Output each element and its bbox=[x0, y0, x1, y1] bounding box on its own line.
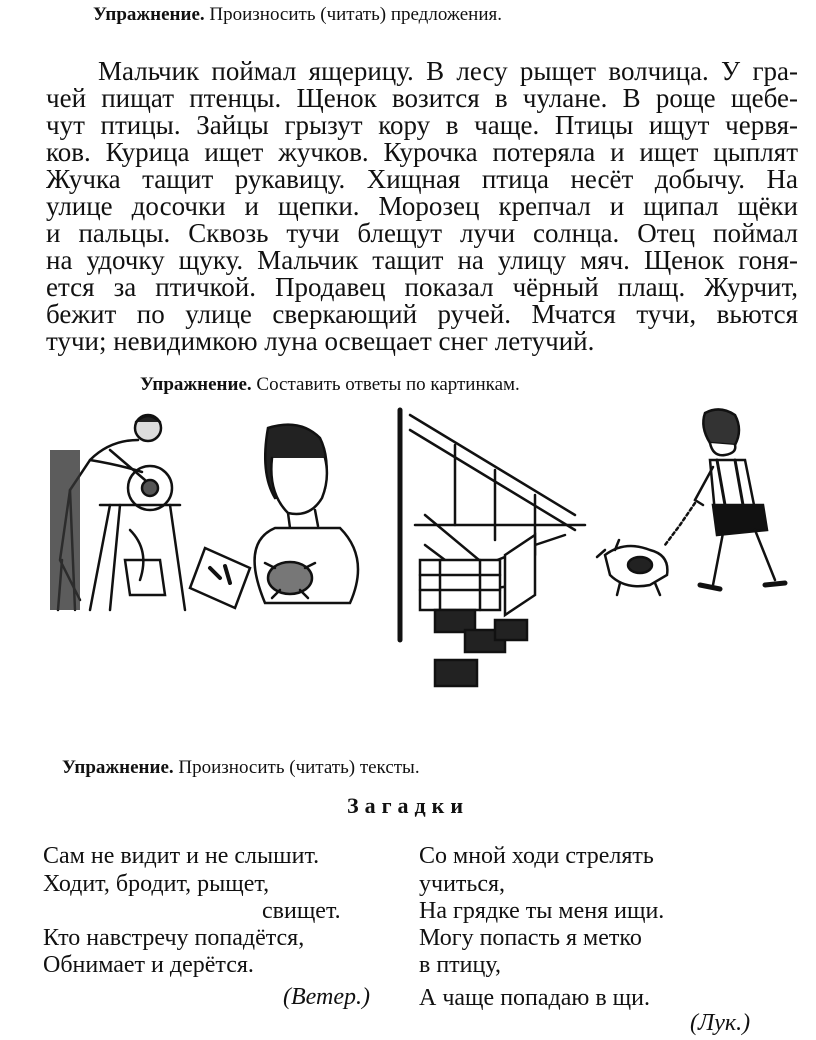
riddle-1-answer: (Ветер.) bbox=[283, 984, 370, 1010]
riddle-2-line: в птицу, bbox=[419, 952, 501, 978]
exercise-2-label: Упражнение. bbox=[140, 374, 252, 395]
riddle-2-line: На грядке ты меня ищи. bbox=[419, 898, 665, 924]
riddle-1-line: Ходит, бродит, рыщет, bbox=[43, 871, 270, 897]
paragraph-line: Жучка тащит рукавицу. Хищная птица несёт добычу. На bbox=[46, 164, 798, 194]
paragraph-line: и пальцы. Сквозь тучи блещут лучи солнца. Отец поймал bbox=[46, 218, 798, 248]
sentences-paragraph bbox=[46, 58, 798, 355]
riddle-2-line: Со мной ходи стрелять bbox=[419, 843, 654, 869]
paragraph-line: Мальчик поймал ящерицу. В лесу рыщет волчица. У гра- bbox=[98, 56, 798, 86]
paragraph-line: улице досочки и щепки. Морозец крепчал и щипал щёки bbox=[46, 191, 798, 221]
riddle-1-line: Кто навстречу попадётся, bbox=[43, 925, 305, 951]
riddle-1-line: Обнимает и дерётся. bbox=[43, 952, 254, 978]
riddle-2-answer: (Лук.) bbox=[690, 1010, 751, 1036]
exercise-3-label: Упражнение. bbox=[62, 757, 174, 778]
exercise-1-heading bbox=[93, 4, 502, 26]
riddle-2-line: Могу попасть я метко bbox=[419, 925, 642, 951]
paragraph-line: бежит по улице сверкающий ручей. Мчатся тучи, вьются bbox=[46, 299, 798, 329]
riddle-2-line: учиться, bbox=[419, 871, 506, 897]
riddles-title: Загадки bbox=[346, 793, 470, 818]
exercise-1-text: Произносить (читать) предложения. bbox=[209, 4, 502, 25]
boy-with-turtle-illustration bbox=[180, 418, 370, 618]
riddle-1-line: Сам не видит и не слышит. bbox=[43, 843, 320, 869]
exercise-2-text: Составить ответы по картинкам. bbox=[256, 374, 520, 395]
paragraph-line: чей пищат птенцы. Щенок возится в чулане. В роще щебе- bbox=[46, 83, 798, 113]
paragraph-line: чут птицы. Зайцы грызут кору в чаще. Птицы ищут червя- bbox=[46, 110, 798, 140]
riddle-1-line: свищет. bbox=[262, 898, 341, 924]
exercise-2-heading bbox=[140, 374, 520, 396]
stairs-boxes-illustration bbox=[395, 405, 595, 690]
exercise-3-text: Произносить (читать) тексты. bbox=[178, 757, 420, 778]
riddle-2-line: А чаще попадаю в щи. bbox=[419, 985, 650, 1011]
paragraph-line: ется за птичкой. Продавец показал чёрный плащ. Журчит, bbox=[46, 272, 798, 302]
paragraph-line: на удочку щуку. Мальчик тащит на улицу мяч. Щенок гоня- bbox=[46, 245, 798, 275]
exercise-3-heading bbox=[62, 757, 420, 779]
grinder-man-illustration bbox=[50, 410, 190, 630]
exercise-1-label: Упражнение. bbox=[93, 4, 205, 25]
paragraph-line: ков. Курица ищет жучков. Курочка потеряла и ищет цыплят bbox=[46, 137, 798, 167]
boy-with-puppy-illustration bbox=[595, 405, 800, 605]
paragraph-line: тучи; невидимкою луна освещает снег летучий. bbox=[46, 326, 595, 356]
